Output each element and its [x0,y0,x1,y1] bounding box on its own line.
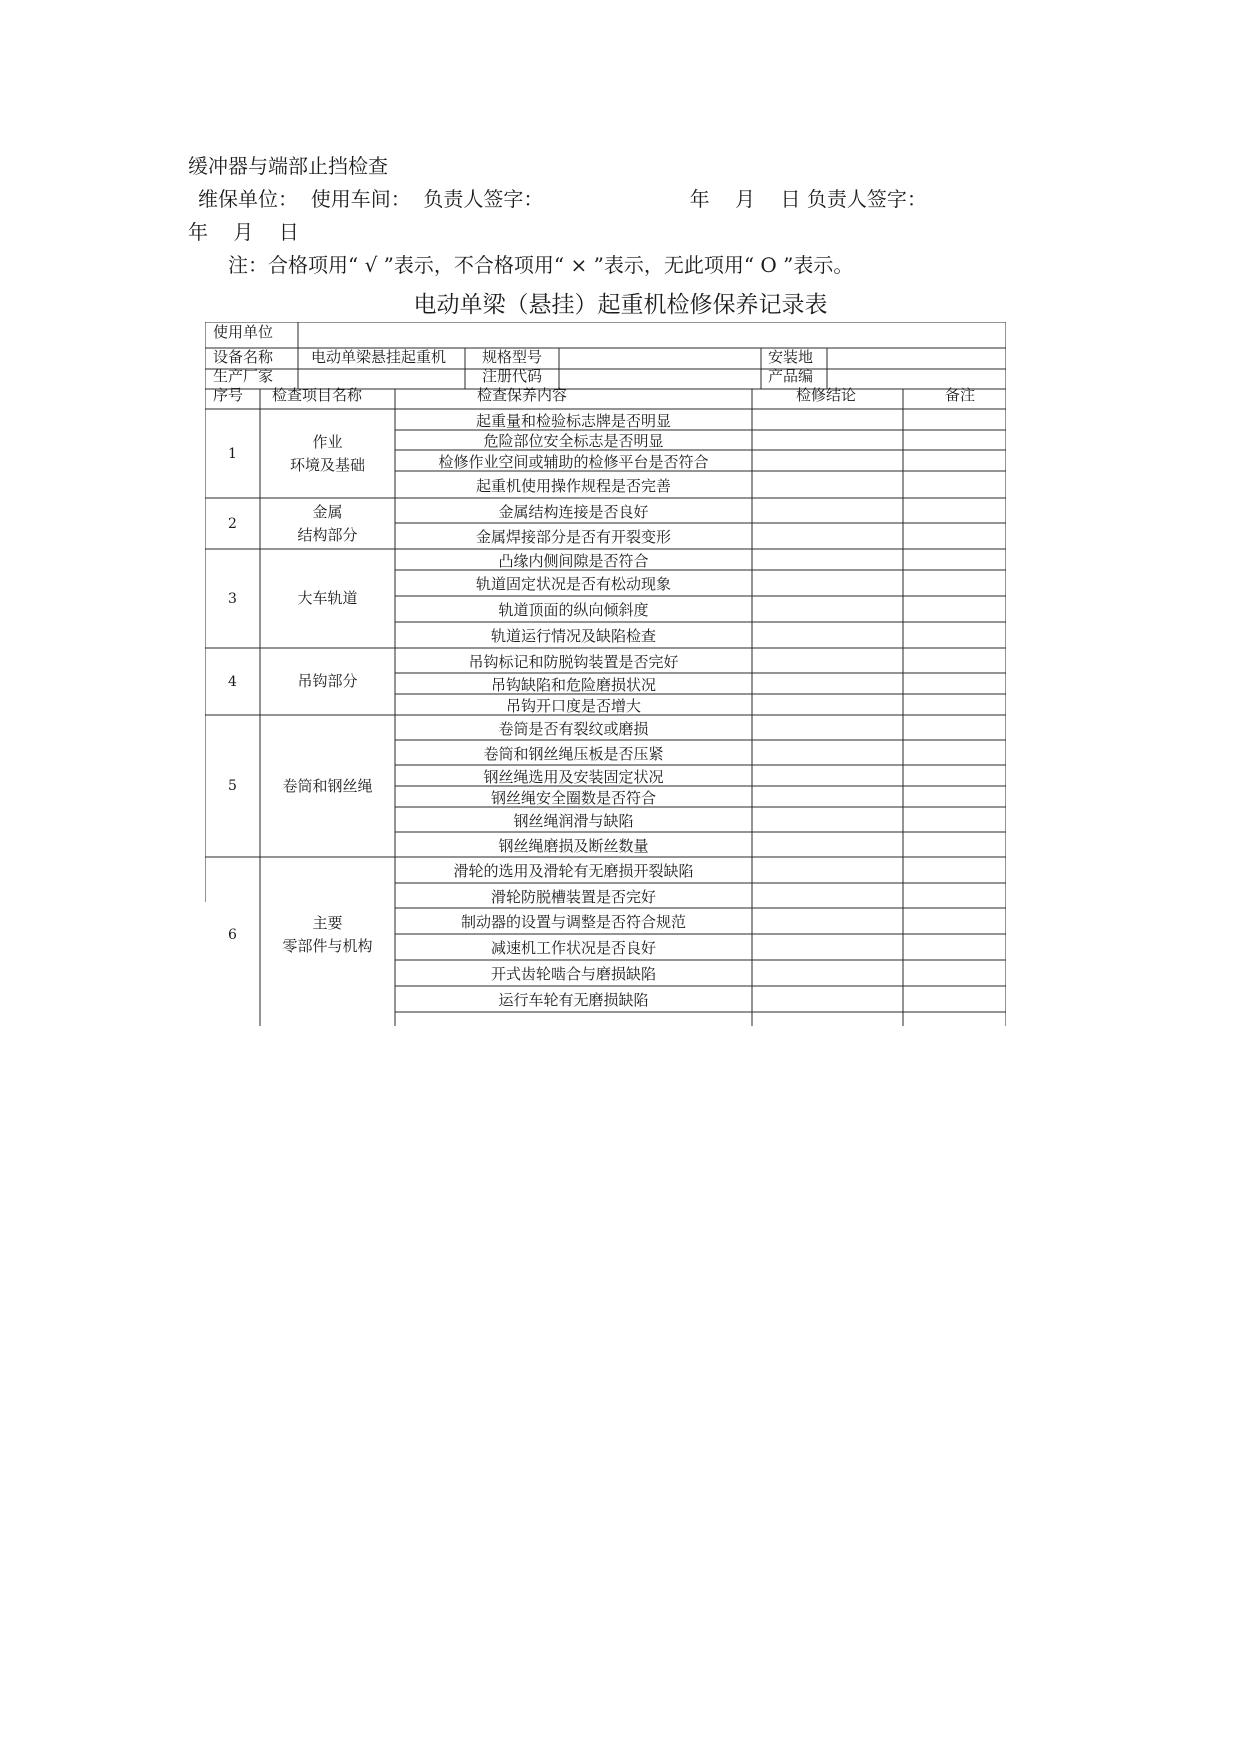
check-item: 吊钩开口度是否增大 [505,696,642,715]
col-header-item: 检查项目名称 [271,386,363,404]
maker-label: 生产厂家 [213,367,274,385]
signature-line: 维保单位： 使用车间： 负责人签字： 年 月 日 负责人签字： [198,187,927,211]
check-item: 卷筒和钢丝绳压板是否压紧 [483,744,664,763]
maintenance-record-table [205,322,1006,1026]
section-name: 零部件与机构 [282,936,373,955]
check-item: 卷筒是否有裂纹或磨损 [498,719,649,738]
section-number: 5 [228,778,237,794]
check-item: 滑轮防脱槽装置是否完好 [490,887,657,906]
section-number: 6 [228,926,237,943]
reg-label: 注册代码 [482,367,543,385]
section-name: 结构部分 [297,525,358,544]
check-item: 金属结构连接是否良好 [498,502,649,521]
section-number: 1 [228,445,237,462]
page-title: 电动单梁（悬挂）起重机检修保养记录表 [413,292,828,318]
section-name: 作业 [312,432,343,451]
date-line: 年 月 日 [188,220,299,244]
section-name: 大车轨道 [297,589,358,607]
check-item: 金属焊接部分是否有开裂变形 [475,528,672,546]
install-label: 安装地 [768,348,814,366]
check-item: 轨道顶面的纵向倾斜度 [498,601,649,619]
check-item: 轨道固定状况是否有松动现象 [475,575,672,593]
check-item: 危险部位安全标志是否明显 [483,432,664,450]
col-header-content: 检查保养内容 [476,386,568,404]
col-header-remark: 备注 [944,386,976,404]
device-name-label: 设备名称 [213,348,274,366]
section-name: 环境及基础 [289,455,366,474]
check-item: 开式齿轮啮合与磨损缺陷 [490,965,657,983]
device-name-value: 电动单梁悬挂起重机 [311,348,447,366]
section-number: 2 [228,515,237,532]
check-item: 检修作业空间或辅助的检修平台是否符合 [438,452,709,471]
col-header-result: 检修结论 [795,386,857,404]
section-name: 金属 [312,502,343,521]
check-item: 钢丝绳安全圈数是否符合 [490,788,657,807]
check-item: 起重量和检验标志牌是否明显 [475,411,672,430]
check-item: 钢丝绳选用及安装固定状况 [483,767,664,786]
section-name: 主要 [312,913,343,932]
check-item: 减速机工作状况是否良好 [490,939,657,957]
legend-note: 注：合格项用“ √ ”表示，不合格项用“ × ”表示，无此项用“ O ”表示。 [228,253,854,277]
col-header-no: 序号 [212,386,244,404]
section-name: 卷筒和钢丝绳 [282,776,373,795]
section-number: 3 [228,590,237,607]
check-item: 凸缘内侧间隙是否符合 [498,551,649,570]
check-item: 钢丝绳磨损及断丝数量 [498,836,649,855]
check-item: 制动器的设置与调整是否符合规范 [460,913,687,931]
check-item: 钢丝绳润滑与缺陷 [513,811,634,830]
check-item: 运行车轮有无磨损缺陷 [498,991,649,1009]
check-item: 吊钩标记和防脱钩装置是否完好 [468,652,679,671]
check-item: 吊钩缺陷和危险磨损状况 [490,675,657,694]
check-item: 滑轮的选用及滑轮有无磨损开裂缺陷 [453,862,694,880]
check-item: 轨道运行情况及缺陷检查 [490,627,657,645]
spec-label: 规格型号 [482,348,543,366]
product-label: 产品编 [768,367,814,385]
check-item: 起重机使用操作规程是否完善 [475,476,672,495]
section-heading: 缓冲器与端部止挡检查 [188,154,388,178]
section-number: 4 [228,673,237,690]
use-unit-label: 使用单位 [213,323,274,341]
section-name: 吊钩部分 [297,672,358,690]
